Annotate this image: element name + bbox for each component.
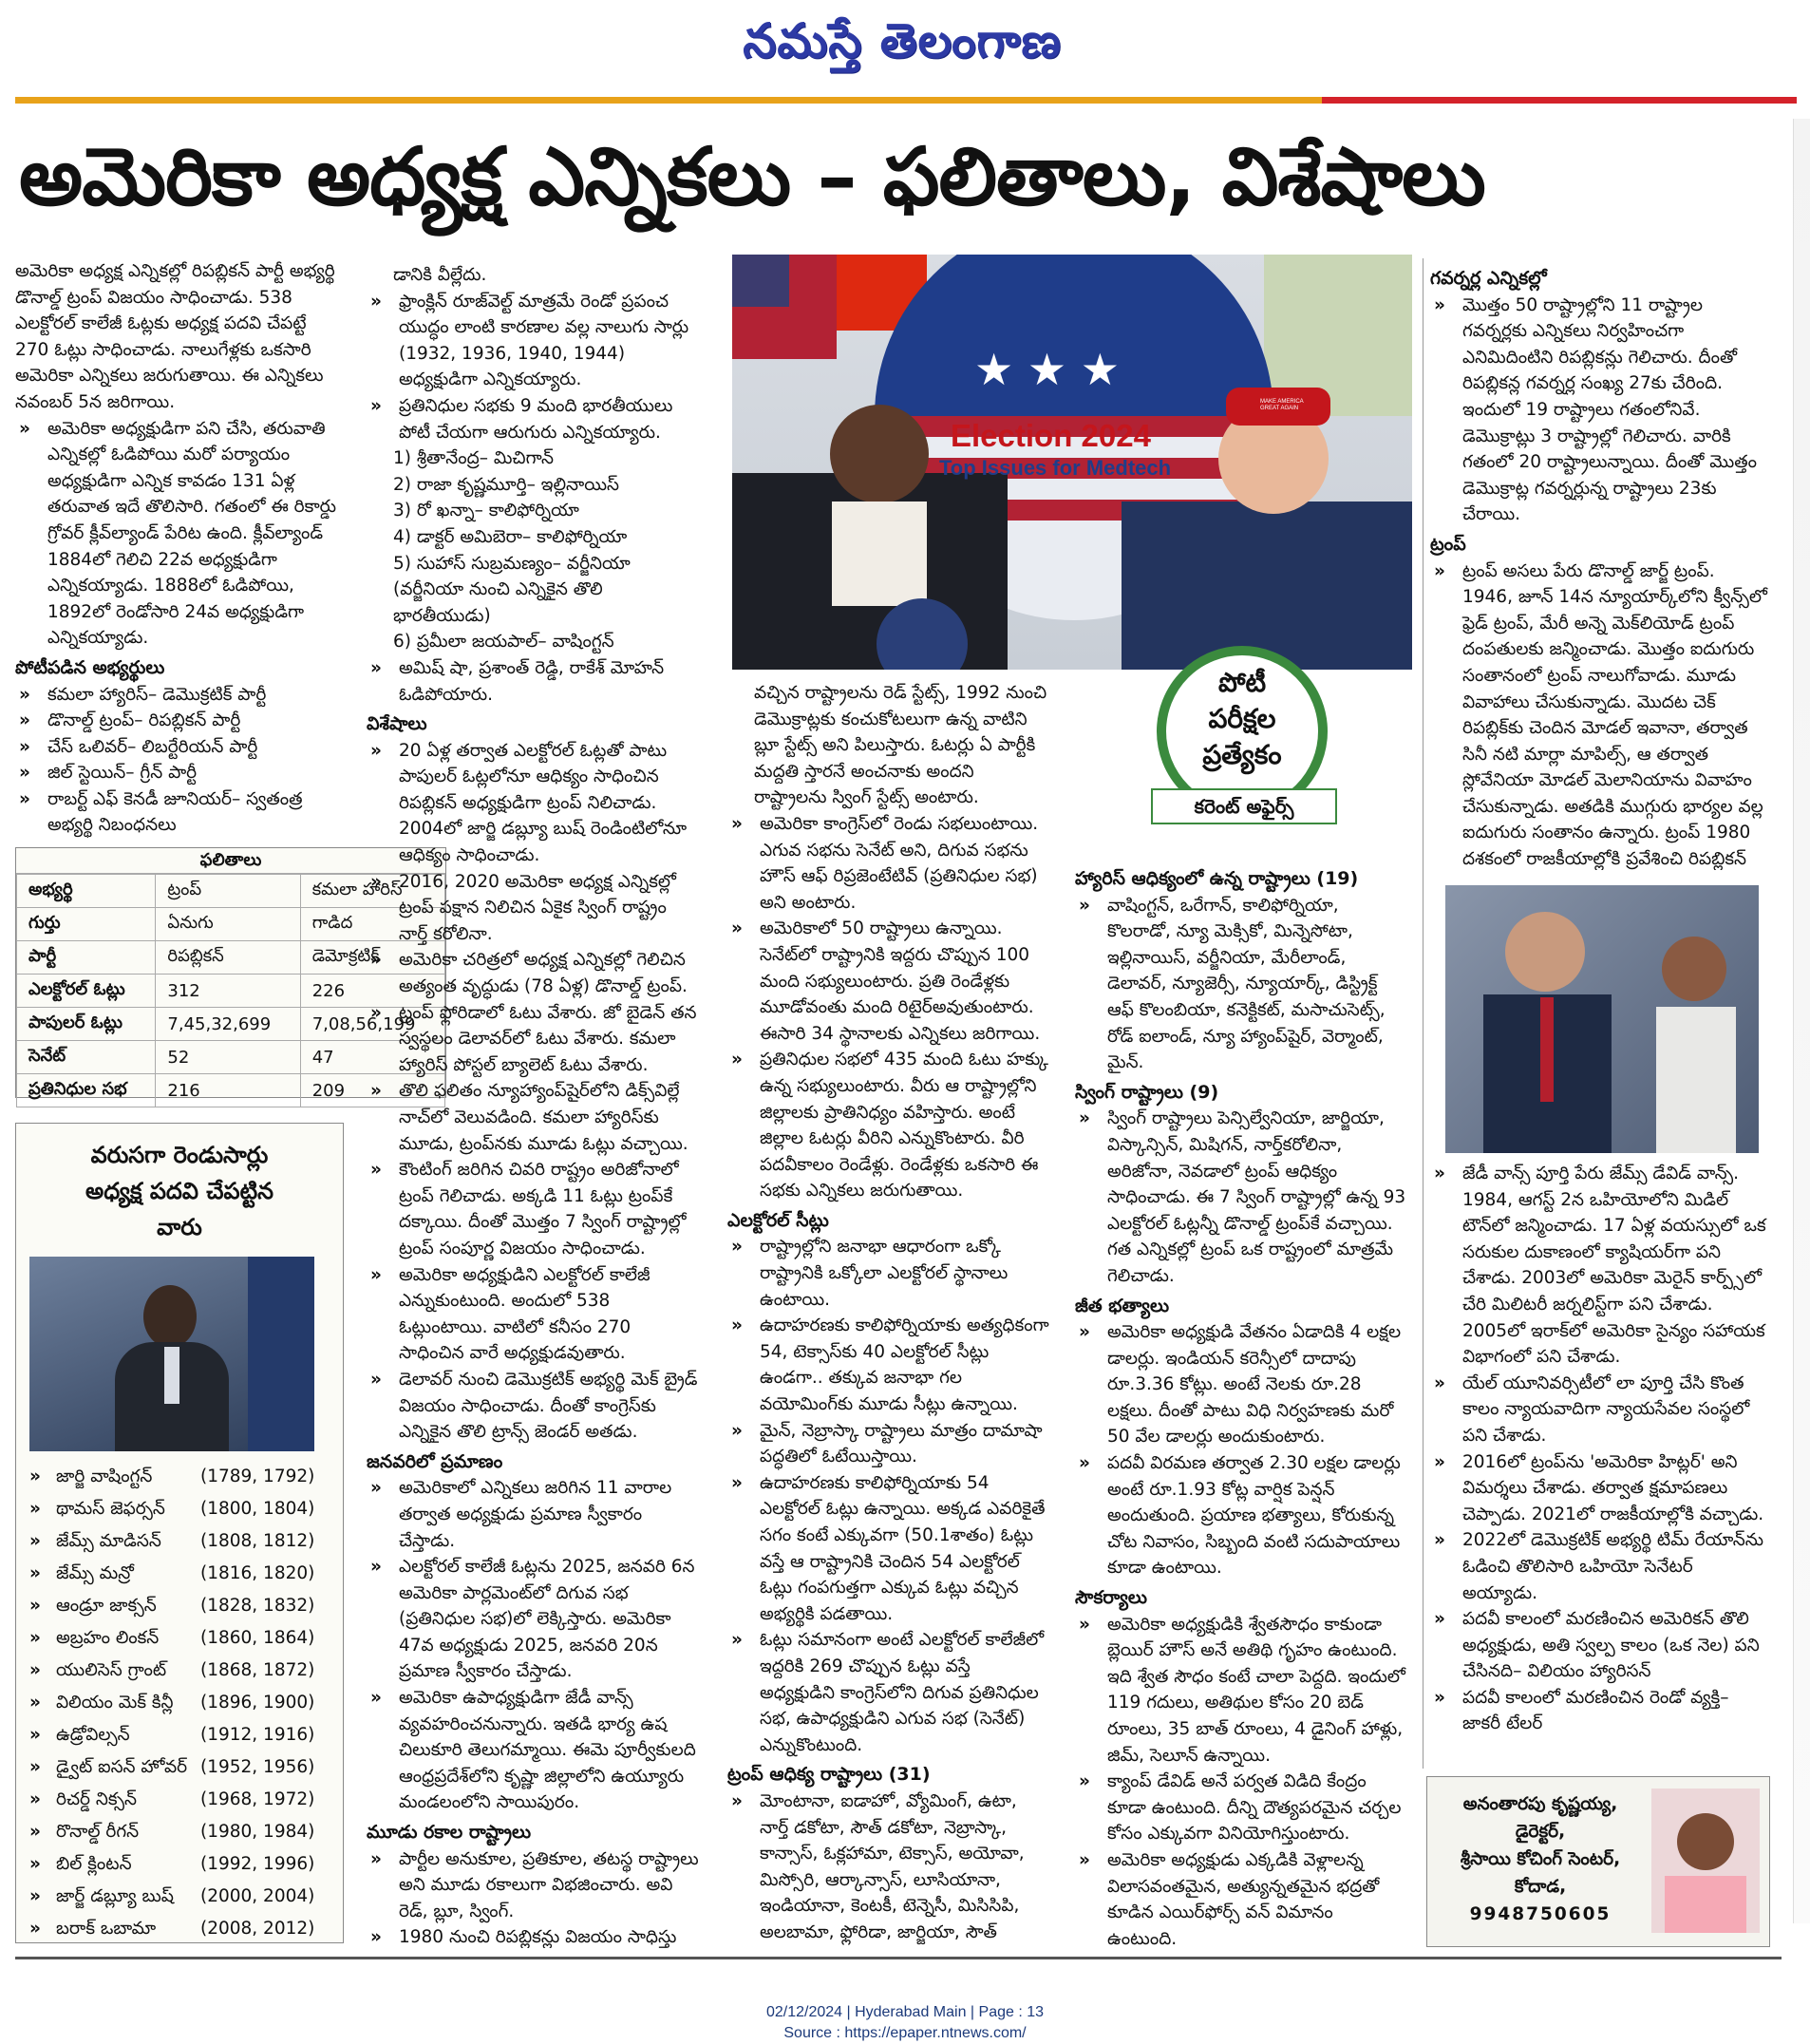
candidate-item: » చేస్ ఒలివర్– లిబర్టేరియన్ పార్టీ: [15, 734, 344, 761]
bullet: » ఉదాహరణకు కాలిఫోర్నియాకు అత్యధికంగా 54, టెక్సాస్‌కు 40 ఎలక్టోరల్ సీట్లు ఉండగా.. తక్కువ జనాభా గల వయోమింగ్‌కు మూడు సీట్లు ఉన్నాయి.: [727, 1313, 1050, 1417]
subheading: విశేషాలు: [367, 713, 427, 735]
author-name: అనంతారపు కృష్ణయ్య,: [1462, 1794, 1618, 1814]
bullet: » అమిష్ షా, ప్రశాంత్ రెడ్డి, రాకేశ్ మోహన్ ఓడిపోయారు.: [367, 655, 699, 708]
table-row: పాపులర్ ఓట్లు 7,45,32,699 7,08,56,199: [17, 1008, 445, 1041]
results-title: ఫలితాలు: [16, 848, 445, 874]
column-5-top: [1430, 262, 1768, 870]
bullet: » అమెరికా అధ్యక్షుడికి శ్వేతసౌధం కాకుండా బ్లెయిర్ హౌస్ అనే అతిథి గృహం ఉంటుంది. ఇది శ్వేత సౌధం కంటే చాలా పెద్దది. ఇందులో 119 గదులు, అతిథుల కోసం 20 బెడ్ రూంలు, 35 బాత్ రూంలు, 4 డైనింగ్ హాళ్లు, జిమ్, సెలూన్ ఉన్నాయి.: [1075, 1612, 1407, 1770]
page-headline: అమెరికా అధ్యక్ష ఎన్నికలు – ఫలితాలు, విశేషాలు: [19, 130, 1485, 223]
candidate-item: » కమలా హ్యారిస్– డెమొక్రటిక్ పార్టీ: [15, 682, 344, 709]
bullet: » వాషింగ్టన్, ఒరేగాన్, కాలిఫోర్నియా, కొలరాడో, న్యూ మెక్సికో, మిన్నెసోటా, ఇల్లినాయిస్, వర్జీనియా, మేరీలాండ్, డెలావర్, న్యూజెర్సీ, న్యూయార్క్, డిస్ట్రిక్ట్ ఆఫ్ కొలంబియా, కనెక్టికట్, మసాచుసెట్స్, రోడ్ ఐలాండ్, న్యూ హ్యాంప్‌షైర్, వెర్మాంట్, మైన్.: [1075, 893, 1407, 1076]
bullet: » జేడీ వాన్స్ పూర్తి పేరు జేమ్స్ డేవిడ్ వాన్స్. 1984, ఆగస్ట్ 2న ఒహియోలోని మిడిల్ టౌన్‌లో జన్మించాడు. 17 ఏళ్ల వయస్సులో ఒక సరుకుల దుకాణంలో క్యాషియర్‌గా పని చేశాడు. 2003లో అమెరికా మెరైన్ కార్ప్స్‌లో చేరి మిలిటరీ జర్నలిస్ట్‌గా పని చేశాడు. 2005లో ఇరాక్‌లో అమెరికా సైన్యం సహాయక విభాగంలో పని చేశాడు.: [1430, 1161, 1768, 1371]
list-item: » జార్జ్ డబ్ల్యూ బుష్ (2000, 2004): [26, 1881, 333, 1913]
sign-subtitle: Top Issues for Medtech: [939, 456, 1172, 480]
two-term-list: [16, 1461, 343, 1945]
list-item: » ఉడ్రోవిల్సన్ (1912, 1916): [26, 1719, 333, 1751]
bullet: » అమెరికా అధ్యక్షుడి వేతనం ఏడాదికి 4 లక్షల డాలర్లు. ఇండియన్ కరెన్సీలో దాదాపు రూ.3.36 కోట్లు. అంటే నెలకు రూ.28 లక్షలు. దీంతో పాటు విధి నిర్వహణకు మరో 50 వేల డాలర్లు అందుకుంటారు.: [1075, 1319, 1407, 1450]
bullet: » 20 ఏళ్ల తర్వాత ఎలక్టోరల్ ఓట్లతో పాటు పాపులర్ ఓట్లలోనూ ఆధిక్యం సాధించిన రిపబ్లికన్ అధ్యక్షుడిగా ట్రంప్ నిలిచాడు. 2004లో జార్జి డబ్ల్యూ బుష్ రెండింటిలోనూ ఆధిక్యం సాధించాడు.: [367, 738, 699, 869]
table-row: గుర్తు ఏనుగు గాడిద: [17, 908, 445, 941]
bullet: » అమెరికాలో 50 రాష్ట్రాలు ఉన్నాయి. సెనేట్‌లో రాష్ట్రానికి ఇద్దరు చొప్పున 100 మంది సభ్యులుంటారు. ప్రతి రెండేళ్లకు మూడోవంతు మంది రిటైర్‌అవుతుంటారు. ఈసారి 34 స్థానాలకు ఎన్నికలు జరిగాయి.: [727, 916, 1050, 1047]
subheading: జనవరిలో ప్రమాణం: [367, 1450, 503, 1472]
subheading: మూడు రకాల రాష్ట్రాలు: [367, 1822, 532, 1844]
subheading: ఎలక్టోరల్ సీట్లు: [727, 1209, 829, 1231]
bullet: » స్వింగ్ రాష్ట్రాలు పెన్సిల్వేనియా, జార్జియా, విస్కాన్సిన్, మిషిగన్, నార్త్‌కరోలినా, అరిజోనా, నెవడాలో ట్రంప్ ఆధిక్యం సాధించాడు. ఈ 7 స్వింగ్ రాష్ట్రాల్లో ఉన్న 93 ఎలక్టోరల్ ఓట్లన్నీ డొనాల్డ్ ట్రంప్‌కే వచ్చాయి. గత ఎన్నికల్లో ట్రంప్ ఒక రాష్ట్రంలో మాత్రమే గెలిచాడు.: [1075, 1106, 1407, 1289]
candidate-item: » రాబర్ట్ ఎఫ్ కెనడీ జూనియర్– స్వతంత్ర అభ్యర్థి నిబంధనలు: [15, 786, 344, 838]
paragraph: డానికి వీల్లేదు.: [393, 265, 487, 285]
table-row: అభ్యర్థి ట్రంప్ కమలా హారిస్: [17, 875, 445, 908]
indian-item: 3) రో ఖన్నా– కాలిఫోర్నియా: [393, 501, 579, 521]
indian-item: 6) ప్రమీలా జయపాల్– వాషింగ్టన్: [393, 632, 614, 653]
bullet: » అమెరికా ఉపాధ్యక్షుడిగా జేడీ వాన్స్ వ్యవహరించనున్నారు. ఇతడి భార్య ఉష చిలుకూరి తెలుగమ్మాయి. ఈమె పూర్వీకులది ఆంధ్రప్రదేశ్‌లోని కృష్ణా జిల్లాలోని ఉయ్యూరు మండలంలోని సాయిపురం.: [367, 1685, 699, 1816]
subheading: సౌకర్యాలు: [1075, 1587, 1147, 1609]
bullet: » ఓట్లు సమానంగా అంటే ఎలక్టోరల్ కాలేజీలో ఇద్దరికి 269 చొప్పున ఓట్లు వస్తే అధ్యక్షుడిని కాంగ్రెస్‌లోని దిగువ ప్రతినిధుల సభ, ఉపాధ్యక్షుడిని ఎగువ సభ (సెనేట్) ఎన్నుకొంటుంది.: [727, 1627, 1050, 1758]
bullet: » ప్రతినిధుల సభకు 9 మంది భారతీయులు పోటీ చేయగా ఆరుగురు ఎన్నికయ్యారు.: [367, 393, 699, 445]
bullet: » మొత్తం 50 రాష్ట్రాల్లోని 11 రాష్ట్రాల గవర్నర్లకు ఎన్నికలు నిర్వహించగా ఎనిమిదింటిని రిపబ్లికన్లు గెలిచారు. దీంతో రిపబ్లికన్ల గవర్నర్ల సంఖ్య 27కు చేరింది. ఇందులో 19 రాష్ట్రాలు గతంలోనివే. డెమొక్రాట్లు 3 రాష్ట్రాల్లో గెలిచారు. వారికి గతంలో 20 రాష్ట్రాలున్నాయి. దీంతో మొత్తం డెమొక్రాట్ల గవర్నర్లున్న రాష్ట్రాలు 23కు చేరాయి.: [1430, 293, 1768, 528]
subheading: హ్యారిస్ ఆధిక్యంలో ఉన్న రాష్ట్రాలు (19): [1075, 868, 1359, 889]
bullet: » పదవీ విరమణ తర్వాత 2.30 లక్షల డాలర్లు అంటే రూ.1.93 కోట్ల వార్షిక పెన్షన్ అందుతుంది. ప్రయాణ భత్యాలు, కోరుకున్న చోట నివాసం, సిబ్బంది వంటి సదుపాయాలు కూడా ఉంటాయి.: [1075, 1450, 1407, 1581]
bottom-rule: [15, 1957, 1782, 1959]
bullet: » 1980 నుంచి రిపబ్లికన్లు విజయం సాధిస్తు: [367, 1924, 699, 1948]
list-item: » బిల్ క్లింటన్ (1992, 1996): [26, 1848, 333, 1881]
candidate-item: » డొనాల్డ్ ట్రంప్– రిపబ్లికన్ పార్టీ: [15, 708, 344, 734]
current-affairs-badge: [1157, 646, 1328, 836]
bullet: » ఉదాహరణకు కాలిఫోర్నియాకు 54 ఎలక్టోరల్ ఓట్లు ఉన్నాయి. అక్కడ ఎవరికైతే సగం కంటే ఎక్కువగా (50.1శాతం) ఓట్లు వస్తే ఆ రాష్ట్రానికి చెందిన 54 ఎలక్టోరల్ ఓట్లు గంపగుత్తగా ఎక్కువ ఓట్లు వచ్చిన అభ్యర్థికి పడతాయి.: [727, 1470, 1050, 1628]
author-org: శ్రీసాయి కోచింగ్ సెంటర్,: [1460, 1849, 1621, 1869]
subheading: పోటీపడిన అభ్యర్థులు: [15, 656, 165, 678]
masthead-rule: [15, 97, 1322, 104]
box-title: వరుసగా రెండుసార్లు అధ్యక్ష పదవి చేపట్టిన వారు: [85, 1142, 273, 1240]
author-box: [1426, 1776, 1770, 1947]
bullet: » అమెరికా కాంగ్రెస్‌లో రెండు సభలుంటాయి. ఎగువ సభను సెనేట్ అని, దిగువ సభను హౌస్ ఆఫ్ రిప్రజెంటేటివ్ (ప్రతినిధుల సభ) అని అంటారు.: [727, 811, 1050, 916]
list-item: » జేమ్స్ మాడిసన్ (1808, 1812): [26, 1525, 333, 1558]
vance-photo: [1445, 885, 1759, 1153]
subheading: స్వింగ్ రాష్ట్రాలు (9): [1075, 1081, 1219, 1103]
bullet: » పదవీ కాలంలో మరణించిన రెండో వ్యక్తి– జాకరీ టేలర్: [1430, 1685, 1768, 1737]
paragraph: వచ్చిన రాష్ట్రాలను రెడ్ స్టేట్స్, 1992 నుంచి డెమొక్రాట్లకు కంచుకోటలుగా ఉన్న వాటిని బ్లూ స్టేట్స్ అని పిలుస్తారు. ఓటర్లు ఏ పార్టీకి మద్దతి స్తారనే అంచనాకు అందని రాష్ట్రాలను స్వింగ్ స్టేట్స్ అంటారు.: [754, 683, 1047, 808]
bullet: » అమెరికా అధ్యక్షుడిని ఎలక్టోరల్ కాలేజీ ఎన్నుకుంటుంది. అందులో 538 ఓట్లుంటాయి. వాటిలో కనీసం 270 సాధించిన వారే అధ్యక్షుడవుతారు.: [367, 1262, 699, 1367]
list-item: » విలియం మెక్ కిన్లీ (1896, 1900): [26, 1687, 333, 1719]
indian-item: 1) శ్రీతానేంద్ర– మిచిగాన్: [393, 448, 554, 469]
masthead-rule-red: [1322, 97, 1797, 104]
list-item: » బరాక్ ఒబామా (2008, 2012): [26, 1913, 333, 1945]
bullet: » యేల్ యూనివర్సిటీలో లా పూర్తి చేసి కొంత కాలం న్యాయవాదిగా న్యాయసేవల సంస్థలో పని చేశాడు.: [1430, 1371, 1768, 1449]
table-row: పార్టీ రిపబ్లికన్ డెమోక్రటిక్: [17, 941, 445, 975]
bullet: » ఎలక్టోరల్ కాలేజీ ఓట్లను 2025, జనవరి 6న అమెరికా పార్లమెంట్‌లో దిగువ సభ (ప్రతినిధుల సభ)లో లెక్కిస్తారు. అమెరికా 47వ అధ్యక్షుడు 2025, జనవరి 20న ప్రమాణ స్వీకారం చేస్తాడు.: [367, 1554, 699, 1685]
bullet: » ట్రంప్ ఫ్లోరిడాలో ఓటు వేశారు. జో బైడెన్ తన స్వస్థలం డెలావర్‌లో ఓటు వేశారు. కమలా హ్యారిస్ పోస్టల్ బ్యాలెట్ ఓటు వేశారు.: [367, 1000, 699, 1079]
cap-text: MAKE AMERICA GREAT AGAIN: [1260, 399, 1304, 411]
column-5-bottom: [1430, 1161, 1768, 1742]
subheading: గవర్నర్ల ఎన్నికల్లో: [1430, 268, 1547, 289]
bullet: » 2016, 2020 అమెరికా అధ్యక్ష ఎన్నికల్లో ట్రంప్ పక్షాన నిలిచిన ఏకైక స్వింగ్ రాష్ట్రం నార్త్ కరోలినా.: [367, 869, 699, 948]
author-photo: [1651, 1788, 1760, 1933]
badge-line: ప్రత్యేకం: [1202, 739, 1282, 770]
svg-text:★ ★ ★: ★ ★ ★: [974, 344, 1120, 395]
author-place: కోదాడ,: [1514, 1877, 1567, 1897]
table-row: ఎలక్టోరల్ ఓట్లు 312 226: [17, 975, 445, 1008]
bullet: » అమెరికాలో ఎన్నికలు జరిగిన 11 వారాల తర్వాత అధ్యక్షుడు ప్రమాణ స్వీకారం చేస్తాడు.: [367, 1475, 699, 1554]
column-1: [15, 258, 344, 838]
column-3: [727, 680, 1050, 1948]
bullet: » అమెరికా అధ్యక్షుడు ఎక్కడికి వెళ్లాలన్న విలాసవంతమైన, అత్యున్నతమైన భద్రతో కూడిన ఎయిర్‌ఫోర్స్ వన్ విమానం ఉంటుంది.: [1075, 1847, 1407, 1948]
column-4: [1075, 862, 1407, 1948]
badge-line: పరీక్షల: [1208, 703, 1276, 734]
vance-photo-illustration: [1445, 885, 1759, 1153]
obama-photo: [29, 1257, 314, 1451]
election-photo: [732, 255, 1412, 670]
indian-item: 5) సుహాస్ సుబ్రమణ్యం– వర్జీనియా (వర్జీనియా నుంచి ఎన్నికైన తొలి భారతీయుడు): [393, 553, 631, 626]
bullet: » ప్రతినిధుల సభలో 435 మంది ఓటు హక్కు ఉన్న సభ్యులుంటారు. వీరు ఆ రాష్ట్రాల్లోని జిల్లాలకు ప్రాతినిధ్యం వహిస్తారు. అంటే జిల్లాల ఓటర్లు వీరిని ఎన్నుకొంటారు. వీరి పదవీకాలం రెండేళ్లు. రెండేళ్లకు ఒకసారి ఈ సభకు ఎన్నికలు జరుగుతాయి.: [727, 1047, 1050, 1204]
footer-dateline: 02/12/2024 | Hyderabad Main | Page : 13: [765, 2004, 1045, 2020]
badge-label: కరెంట్ అఫైర్స్: [1151, 788, 1337, 824]
candidate-item: » జిల్ స్టెయిన్– గ్రీన్ పార్టీ: [15, 760, 344, 786]
author-phone: 9948750605: [1469, 1904, 1612, 1924]
list-item: » జేమ్స్ మన్రో (1816, 1820): [26, 1558, 333, 1590]
bullet: » 2016లో ట్రంప్‌ను 'అమెరికా హిట్లర్' అని విమర్శలు చేశాడు. తర్వాత క్షమాపణలు చెప్పాడు. 2021లో రాజకీయాల్లోకి వచ్చాడు.: [1430, 1449, 1768, 1528]
bullet: » అమెరికా అధ్యక్షుడిగా పని చేసి, తరువాతి ఎన్నికల్లో ఓడిపోయి మరో పర్యాయం అధ్యక్షుడిగా ఎన్నిక కావడం 131 ఏళ్ల తరువాత ఇదే తొలిసారి. గతంలో ఈ రికార్డు గ్రోవర్ క్లీవ్‌ల్యాండ్ పేరిట ఉంది. క్లీవ్‌ల్యాండ్ 1884లో గెలిచి 22వ అధ్యక్షుడిగా ఎన్నికయ్యాడు. 1888లో ఓడిపోయి, 1892లో రెండోసారి 24వ అధ్యక్షుడిగా ఎన్నికయ్యాడు.: [15, 416, 344, 652]
list-item: » రిచర్డ్ నిక్సన్ (1968, 1972): [26, 1784, 333, 1816]
table-row: ప్రతినిధుల సభ 216 209: [17, 1074, 445, 1107]
adjacent-page-strip: [1793, 119, 1810, 1923]
list-item: » అబ్రహం లింకన్ (1860, 1864): [26, 1622, 333, 1655]
sign-title: Election 2024: [951, 418, 1151, 453]
newspaper-logo: నమస్తే తెలంగాణ: [743, 13, 1062, 68]
bullet: » క్యాంప్ డేవిడ్ అనే పర్వత విడిది కేంద్రం కూడా ఉంటుంది. దీన్ని దౌత్యపరమైన చర్చల కోసం ఎక్కువగా వినియోగిస్తుంటారు.: [1075, 1769, 1407, 1847]
bullet: » పార్టీల అనుకూల, ప్రతికూల, తటస్థ రాష్ట్రాలు అని మూడు రకాలుగా విభజించారు. అవి రెడ్, బ్లూ, స్వింగ్.: [367, 1846, 699, 1925]
table-row: సెనేట్ 52 47: [17, 1041, 445, 1074]
list-item: » డ్వైట్ ఐసన్ హోవర్ (1952, 1956): [26, 1751, 333, 1784]
subheading: జీత భత్యాలు: [1075, 1295, 1170, 1316]
footer-source[interactable]: Source : https://epaper.ntnews.com/: [783, 2025, 1027, 2041]
bullet: » మోంటానా, ఐడాహో, వ్యోమింగ్, ఉటా, నార్త్ డకోటా, సౌత్ డకోటా, నెబ్రాస్కా, కాన్సాస్, ఓక్లహామా, టెక్సాస్, అయోవా, మిస్సోరి, ఆర్కాన్సాస్, లూసియానా, ఇండియానా, కెంటకీ, టెన్నెసీ, మిసిసిపి, అలబామా, ఫ్లోరిడా, జార్జియా, సౌత్: [727, 1788, 1050, 1948]
bullet: » 2022లో డెమొక్రటిక్ అభ్యర్థి టిమ్ రేయాన్‌ను ఓడించి తొలిసారి ఒహియో సెనేటర్ అయ్యాడు.: [1430, 1527, 1768, 1606]
bullet: » అమెరికా చరిత్రలో అధ్యక్ష ఎన్నికల్లో గెలిచిన అత్యంత వృద్ధుడు (78 ఏళ్ల) డొనాల్డ్ ట్రంప్.: [367, 947, 699, 999]
indian-item: 2) రాజా కృష్ణమూర్తి– ఇల్లినాయిస్: [393, 474, 620, 495]
subheading: ట్రంప్: [1430, 533, 1466, 555]
list-item: » రొనాల్డ్ రీగన్ (1980, 1984): [26, 1816, 333, 1848]
bullet: » పదవీ కాలంలో మరణించిన అమెరికన్ తొలి అధ్యక్షుడు, అతి స్వల్ప కాలం (ఒక నెల) పని చేసినది– విలియం హ్యారిసన్: [1430, 1606, 1768, 1685]
column-2: [367, 262, 699, 1948]
list-item: » ఆండ్రూ జాక్సన్ (1828, 1832): [26, 1590, 333, 1622]
bullet: » మైన్, నెబ్రాస్కా రాష్ట్రాలు మాత్రం దామాషా పద్ధతిలో ఓటేయిస్తాయి.: [727, 1418, 1050, 1470]
bullet: » డెలావర్ నుంచి డెమొక్రటిక్ అభ్యర్థి మెక్ బ్రైడ్ విజయం సాధించాడు. దీంతో కాంగ్రెస్‌కు ఎన్నికైన తొలి ట్రాన్స్ జెండర్ అతడు.: [367, 1367, 699, 1446]
list-item: » థామస్ జెఫర్సన్ (1800, 1804): [26, 1493, 333, 1525]
author-role: డైరెక్టర్,: [1515, 1822, 1566, 1842]
bullet: » రాష్ట్రాల్లోని జనాభా ఆధారంగా ఒక్కో రాష్ట్రానికి ఒక్కోలా ఎలక్టోరల్ స్థానాలు ఉంటాయి.: [727, 1234, 1050, 1313]
bullet: » ట్రంప్ అసలు పేరు డొనాల్డ్ జార్జ్ ట్రంప్. 1946, జూన్ 14న న్యూయార్క్‌లోని క్వీన్స్‌లో ఫ్రెడ్ ట్రంప్, మేరీ అన్నె మెక్‌లియోడ్ ట్రంప్ దంపతులకు జన్మించాడు. మొత్తం ఐదుగురు సంతానంలో ట్రంప్ నాలుగోవాడు. మూడు వివాహాలు చేసుకున్నాడు. మొదట చెక్ రిపబ్లిక్‌కు చెందిన మోడల్ ఇవానా, తర్వాత సినీ నటి మార్లా మాపిల్స్, ఆ తర్వాత స్లోవేనియా మోడల్ మెలానియాను వివాహం చేసుకున్నాడు. అతడికి ముగ్గురు భార్యల వల్ల ఐదుగురు సంతానం ఉన్నారు. ట్రంప్ 1980 దశకంలో రాజకీయాల్లోకి ప్రవేశించి రిపబ్లికన్: [1430, 558, 1768, 870]
bullet: » కౌంటింగ్ జరిగిన చివరి రాష్ట్రం అరిజోనాలో ట్రంప్ గెలిచాడు. అక్కడి 11 ఓట్లు ట్రంప్‌కే దక్కాయి. దీంతో మొత్తం 7 స్వింగ్ రాష్ట్రాల్లో ట్రంప్ సంపూర్ణ విజయం సాధించాడు.: [367, 1157, 699, 1261]
intro-paragraph: అమెరికా అధ్యక్ష ఎన్నికల్లో రిపబ్లికన్ పార్టీ అభ్యర్థి డొనాల్డ్ ట్రంప్ విజయం సాధించాడు. 538 ఎలక్టోరల్ కాలేజీ ఓట్లకు అధ్యక్ష పదవి చేపట్టే 270 ఓట్లు సాధించాడు. నాలుగేళ్లకు ఒకసారి అమెరికా ఎన్నికలు జరుగుతాయి. ఈ ఎన్నికలు నవంబర్ 5న జరిగాయి.: [15, 261, 335, 412]
list-item: » జార్జి వాషింగ్టన్ (1789, 1792): [26, 1461, 333, 1493]
list-item: » యులిసెస్ గ్రాంట్ (1868, 1872): [26, 1655, 333, 1687]
subheading: ట్రంప్ ఆధిక్య రాష్ట్రాలు (31): [727, 1764, 931, 1786]
two-term-presidents-box: [15, 1123, 344, 1943]
badge-line: పోటీ: [1217, 667, 1267, 698]
bullet: » ఫ్రాంక్లిన్ రూజ్‌వెల్ట్ మాత్రమే రెండో ప్రపంచ యుద్ధం లాంటి కారణాల వల్ల నాలుగు సార్లు (1932, 1936, 1940, 1944) అధ్యక్షుడిగా ఎన్నికయ్యారు.: [367, 289, 699, 393]
indian-item: 4) డాక్టర్ అమిబెరా– కాలిఫోర్నియా: [393, 526, 628, 547]
footer: [0, 2002, 1810, 2044]
bullet: » తొలి ఫలితం న్యూహ్యాంప్‌షైర్‌లోని డిక్స్‌విల్లే నాచ్‌లో వెలువడింది. కమలా హ్యారిస్‌కు మూడు, ట్రంప్‌నకు మూడు ఓట్లు వచ్చాయి.: [367, 1078, 699, 1157]
masthead: [0, 0, 1810, 95]
